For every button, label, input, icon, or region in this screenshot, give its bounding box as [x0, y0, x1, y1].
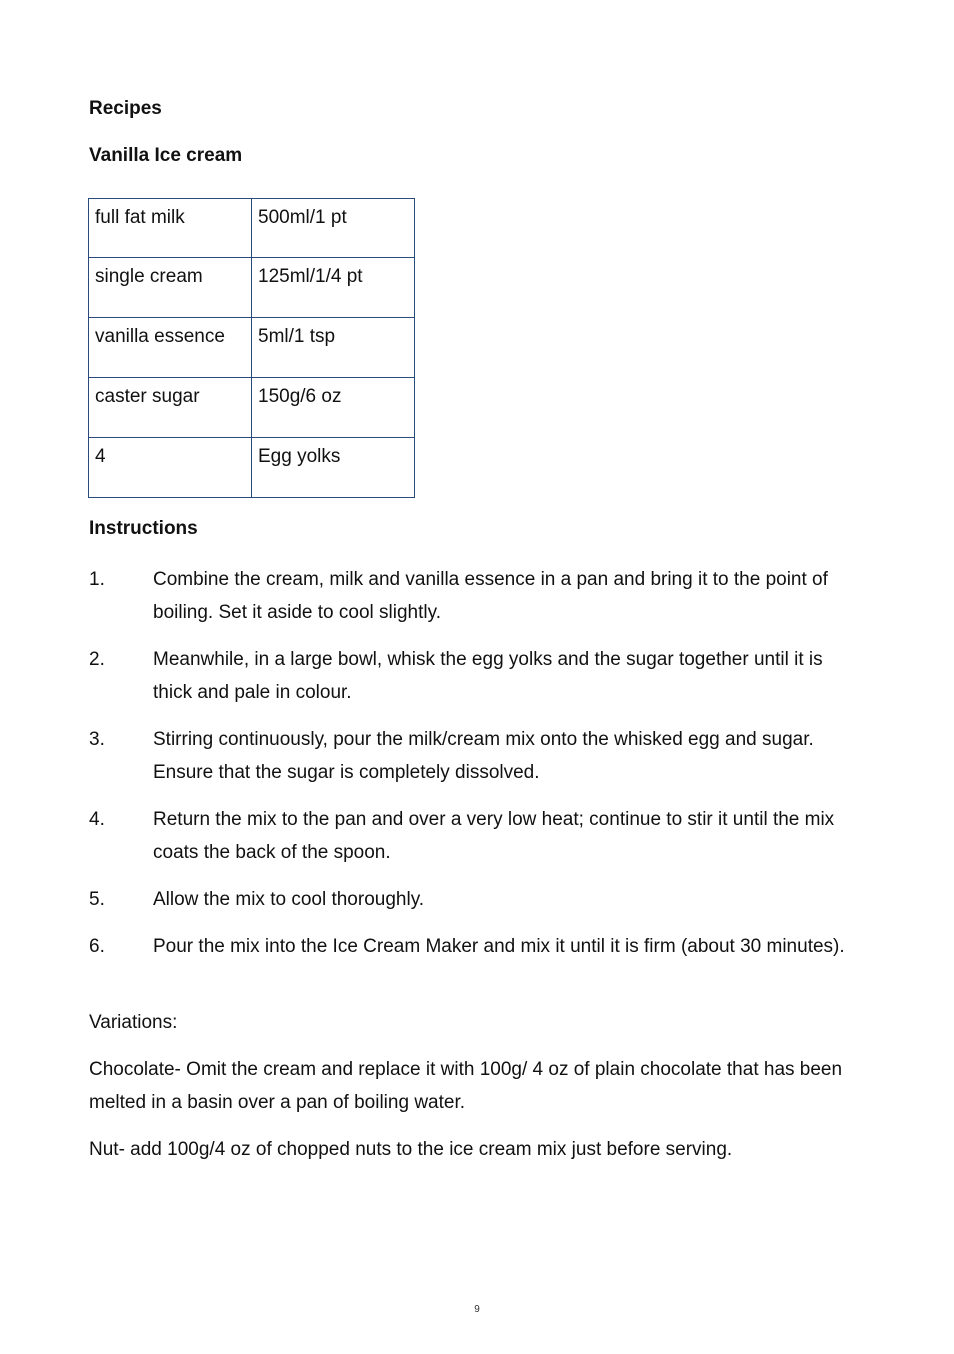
list-item [89, 930, 869, 963]
ingredient-item: single cream [89, 258, 252, 318]
list-item [89, 563, 869, 629]
list-item [89, 883, 869, 916]
page-number: 9 [474, 1304, 480, 1315]
table-row [89, 378, 415, 438]
ingredient-amount: 500ml/1 pt [252, 199, 415, 258]
step-number: 3. [89, 729, 105, 750]
list-item [89, 643, 869, 709]
step-text: Pour the mix into the Ice Cream Maker and mix it until it is firm (about 30 minutes). [153, 936, 845, 957]
step-text: Combine the cream, milk and vanilla essence in a pan and bring it to the point of boiling. Set it aside to cool slightly. [153, 569, 828, 623]
ingredient-item: 4 [89, 438, 252, 498]
step-number: 2. [89, 649, 105, 670]
ingredient-item: full fat milk [89, 199, 252, 258]
step-text: Stirring continuously, pour the milk/cream mix onto the whisked egg and sugar. Ensure that the sugar is completely dissolved. [153, 729, 814, 783]
step-text: Allow the mix to cool thoroughly. [153, 889, 425, 910]
table-row [89, 438, 415, 498]
ingredient-amount: Egg yolks [252, 438, 415, 498]
step-number: 5. [89, 889, 105, 910]
section-title: Recipes [89, 98, 162, 119]
ingredient-amount: 150g/6 oz [252, 378, 415, 438]
ingredient-item: caster sugar [89, 378, 252, 438]
step-text: Meanwhile, in a large bowl, whisk the egg yolks and the sugar together until it is thick and pale in colour. [153, 649, 823, 703]
list-item [89, 723, 869, 789]
ingredient-item: vanilla essence [89, 318, 252, 378]
instructions-list [89, 563, 869, 977]
recipe-title: Vanilla Ice cream [89, 145, 243, 166]
step-number: 6. [89, 936, 105, 957]
variations-label: Variations: [89, 1012, 178, 1033]
step-number: 4. [89, 809, 105, 830]
table-row [89, 318, 415, 378]
instructions-title: Instructions [89, 518, 198, 539]
variation-nut: Nut- add 100g/4 oz of chopped nuts to the ice cream mix just before serving. [89, 1139, 733, 1160]
ingredients-table [88, 198, 415, 498]
table-row [89, 258, 415, 318]
variation-chocolate: Chocolate- Omit the cream and replace it with 100g/ 4 oz of plain chocolate that has been melted in a basin over a pan of boiling water. [89, 1059, 843, 1113]
step-text: Return the mix to the pan and over a very low heat; continue to stir it until the mix coats the back of the spoon. [153, 809, 835, 863]
step-number: 1. [89, 569, 105, 590]
table-row [89, 199, 415, 258]
list-item [89, 803, 869, 869]
ingredient-amount: 125ml/1/4 pt [252, 258, 415, 318]
ingredient-amount: 5ml/1 tsp [252, 318, 415, 378]
